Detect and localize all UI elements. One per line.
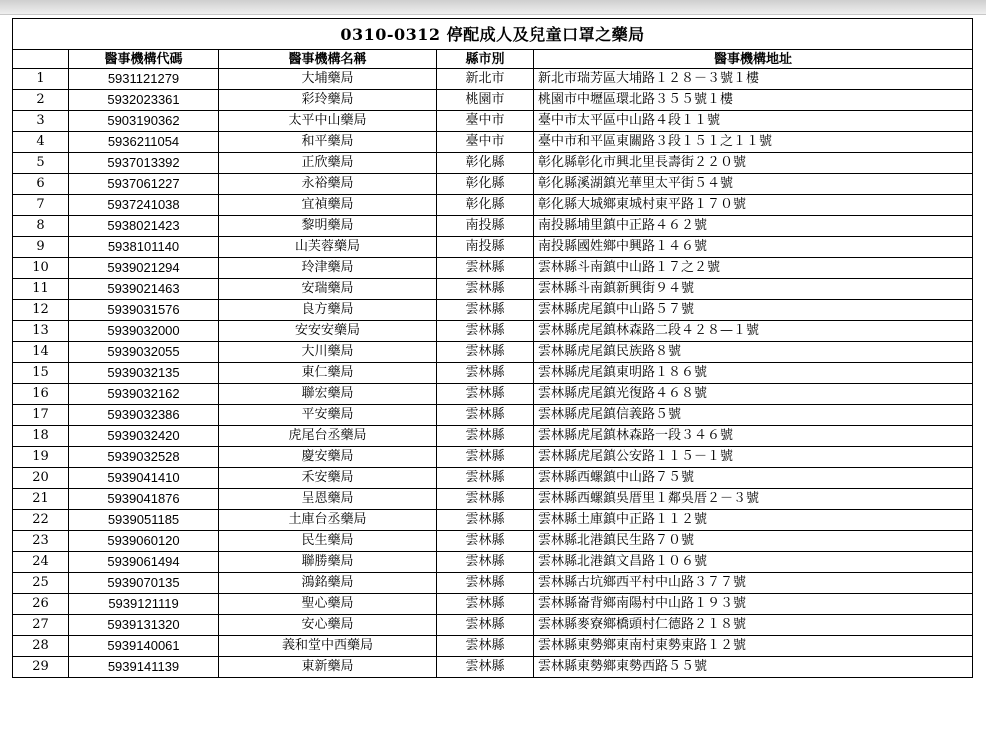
institution-name: 義和堂中西藥局: [219, 636, 437, 657]
table-row: [13, 363, 973, 384]
institution-name: 太平中山藥局: [219, 111, 437, 132]
row-number: 1: [13, 69, 69, 90]
city: 彰化縣: [437, 174, 534, 195]
address: 雲林縣斗南鎮新興街９４號: [534, 279, 973, 300]
address: 南投縣埔里鎮中正路４６２號: [534, 216, 973, 237]
table-row: [13, 300, 973, 321]
table-row: [13, 90, 973, 111]
header-code: 醫事機構代碼: [69, 50, 219, 69]
institution-code: 5939021294: [69, 258, 219, 279]
city: 臺中市: [437, 132, 534, 153]
row-number: 19: [13, 447, 69, 468]
institution-name: 宜禎藥局: [219, 195, 437, 216]
row-number: 26: [13, 594, 69, 615]
table-row: [13, 531, 973, 552]
row-number: 24: [13, 552, 69, 573]
row-number: 27: [13, 615, 69, 636]
institution-code: 5939032420: [69, 426, 219, 447]
city: 雲林縣: [437, 552, 534, 573]
city: 雲林縣: [437, 636, 534, 657]
address: 桃園市中壢區環北路３５５號１樓: [534, 90, 973, 111]
institution-code: 5937061227: [69, 174, 219, 195]
institution-name: 安心藥局: [219, 615, 437, 636]
city: 雲林縣: [437, 426, 534, 447]
table-row: [13, 405, 973, 426]
row-number: 17: [13, 405, 69, 426]
address: 雲林縣麥寮鄉橋頭村仁德路２１８號: [534, 615, 973, 636]
institution-name: 和平藥局: [219, 132, 437, 153]
city: 雲林縣: [437, 363, 534, 384]
address: 彰化縣大城鄉東城村東平路１７０號: [534, 195, 973, 216]
institution-name: 平安藥局: [219, 405, 437, 426]
table-row: [13, 195, 973, 216]
institution-name: 禾安藥局: [219, 468, 437, 489]
city: 南投縣: [437, 237, 534, 258]
row-number: 2: [13, 90, 69, 111]
city: 雲林縣: [437, 594, 534, 615]
city: 新北市: [437, 69, 534, 90]
address: 雲林縣西螺鎮吳厝里１鄰吳厝２－３號: [534, 489, 973, 510]
header-no: [13, 50, 69, 69]
header-address: 醫事機構地址: [534, 50, 973, 69]
row-number: 3: [13, 111, 69, 132]
address: 雲林縣虎尾鎮光復路４６８號: [534, 384, 973, 405]
city: 雲林縣: [437, 489, 534, 510]
city: 雲林縣: [437, 405, 534, 426]
row-number: 5: [13, 153, 69, 174]
institution-code: 5939121119: [69, 594, 219, 615]
table-row: [13, 636, 973, 657]
address: 雲林縣北港鎮民生路７０號: [534, 531, 973, 552]
table-row: [13, 342, 973, 363]
institution-code: 5939041410: [69, 468, 219, 489]
institution-code: 5939031576: [69, 300, 219, 321]
table-row: [13, 216, 973, 237]
row-number: 29: [13, 657, 69, 678]
table-row: [13, 552, 973, 573]
institution-name: 聯勝藥局: [219, 552, 437, 573]
table-row: [13, 615, 973, 636]
institution-code: 5932023361: [69, 90, 219, 111]
table-row: [13, 510, 973, 531]
viewer-toolbar: [0, 0, 986, 15]
row-number: 25: [13, 573, 69, 594]
institution-name: 安瑞藥局: [219, 279, 437, 300]
city: 桃園市: [437, 90, 534, 111]
institution-code: 5937241038: [69, 195, 219, 216]
row-number: 20: [13, 468, 69, 489]
institution-code: 5939061494: [69, 552, 219, 573]
institution-name: 民生藥局: [219, 531, 437, 552]
city: 雲林縣: [437, 615, 534, 636]
institution-code: 5939032386: [69, 405, 219, 426]
institution-name: 黎明藥局: [219, 216, 437, 237]
address: 雲林縣土庫鎮中正路１１２號: [534, 510, 973, 531]
institution-code: 5937013392: [69, 153, 219, 174]
address: 雲林縣西螺鎮中山路７５號: [534, 468, 973, 489]
institution-name: 東新藥局: [219, 657, 437, 678]
institution-code: 5939070135: [69, 573, 219, 594]
institution-name: 彩玲藥局: [219, 90, 437, 111]
institution-name: 安安安藥局: [219, 321, 437, 342]
institution-name: 良方藥局: [219, 300, 437, 321]
table-row: [13, 279, 973, 300]
address: 彰化縣溪湖鎮光華里太平街５４號: [534, 174, 973, 195]
row-number: 10: [13, 258, 69, 279]
table-row: [13, 111, 973, 132]
city: 雲林縣: [437, 447, 534, 468]
address: 雲林縣虎尾鎮信義路５號: [534, 405, 973, 426]
row-number: 18: [13, 426, 69, 447]
address: 雲林縣虎尾鎮東明路１８６號: [534, 363, 973, 384]
table-row: [13, 426, 973, 447]
header-row: [13, 50, 973, 69]
city: 雲林縣: [437, 321, 534, 342]
table-row: [13, 153, 973, 174]
address: 雲林縣東勢鄉東勢西路５５號: [534, 657, 973, 678]
table-row: [13, 258, 973, 279]
address: 雲林縣斗南鎮中山路１７之２號: [534, 258, 973, 279]
row-number: 8: [13, 216, 69, 237]
institution-code: 5939131320: [69, 615, 219, 636]
institution-code: 5931121279: [69, 69, 219, 90]
institution-code: 5939032000: [69, 321, 219, 342]
table-row: [13, 384, 973, 405]
city: 臺中市: [437, 111, 534, 132]
row-number: 21: [13, 489, 69, 510]
address: 雲林縣東勢鄉東南村東勢東路１２號: [534, 636, 973, 657]
address: 雲林縣北港鎮文昌路１０６號: [534, 552, 973, 573]
city: 雲林縣: [437, 657, 534, 678]
pharmacy-table: [12, 18, 973, 678]
institution-code: 5938101140: [69, 237, 219, 258]
institution-name: 東仁藥局: [219, 363, 437, 384]
institution-name: 虎尾台丞藥局: [219, 426, 437, 447]
table-row: [13, 468, 973, 489]
institution-code: 5939051185: [69, 510, 219, 531]
table-row: [13, 174, 973, 195]
address: 南投縣國姓鄉中興路１４６號: [534, 237, 973, 258]
address: 彰化縣彰化市興北里長壽街２２０號: [534, 153, 973, 174]
city: 雲林縣: [437, 258, 534, 279]
row-number: 9: [13, 237, 69, 258]
institution-name: 鴻銘藥局: [219, 573, 437, 594]
address: 雲林縣崙背鄉南陽村中山路１９３號: [534, 594, 973, 615]
row-number: 23: [13, 531, 69, 552]
city: 雲林縣: [437, 510, 534, 531]
address: 雲林縣虎尾鎮民族路８號: [534, 342, 973, 363]
address: 雲林縣虎尾鎮林森路二段４２８—１號: [534, 321, 973, 342]
city: 雲林縣: [437, 468, 534, 489]
header-name: 醫事機構名稱: [219, 50, 437, 69]
institution-name: 聖心藥局: [219, 594, 437, 615]
institution-name: 聯宏藥局: [219, 384, 437, 405]
table-row: [13, 573, 973, 594]
city: 雲林縣: [437, 342, 534, 363]
row-number: 12: [13, 300, 69, 321]
address: 新北市瑞芳區大埔路１２８－３號１樓: [534, 69, 973, 90]
institution-name: 玲津藥局: [219, 258, 437, 279]
address: 雲林縣古坑鄉西平村中山路３７７號: [534, 573, 973, 594]
institution-name: 慶安藥局: [219, 447, 437, 468]
institution-code: 5939060120: [69, 531, 219, 552]
row-number: 15: [13, 363, 69, 384]
row-number: 6: [13, 174, 69, 195]
city: 彰化縣: [437, 153, 534, 174]
institution-code: 5903190362: [69, 111, 219, 132]
institution-name: 大埔藥局: [219, 69, 437, 90]
table-title: 0310-0312 停配成人及兒童口罩之藥局: [13, 19, 973, 50]
city: 彰化縣: [437, 195, 534, 216]
row-number: 7: [13, 195, 69, 216]
address: 雲林縣虎尾鎮中山路５７號: [534, 300, 973, 321]
institution-code: 5939021463: [69, 279, 219, 300]
city: 雲林縣: [437, 573, 534, 594]
city: 雲林縣: [437, 531, 534, 552]
institution-code: 5939032528: [69, 447, 219, 468]
city: 南投縣: [437, 216, 534, 237]
row-number: 22: [13, 510, 69, 531]
table-row: [13, 69, 973, 90]
address: 臺中市和平區東關路３段１５１之１１號: [534, 132, 973, 153]
institution-code: 5939032055: [69, 342, 219, 363]
row-number: 16: [13, 384, 69, 405]
table-row: [13, 489, 973, 510]
table-row: [13, 237, 973, 258]
institution-code: 5939141139: [69, 657, 219, 678]
row-number: 28: [13, 636, 69, 657]
table-row: [13, 321, 973, 342]
header-city: 縣市別: [437, 50, 534, 69]
institution-name: 呈恩藥局: [219, 489, 437, 510]
address: 臺中市太平區中山路４段１１號: [534, 111, 973, 132]
row-number: 4: [13, 132, 69, 153]
address: 雲林縣虎尾鎮公安路１１５－１號: [534, 447, 973, 468]
document-sheet: [12, 18, 973, 678]
institution-code: 5938021423: [69, 216, 219, 237]
institution-code: 5939032162: [69, 384, 219, 405]
institution-name: 永裕藥局: [219, 174, 437, 195]
table-row: [13, 447, 973, 468]
institution-name: 大川藥局: [219, 342, 437, 363]
row-number: 14: [13, 342, 69, 363]
table-row: [13, 132, 973, 153]
table-row: [13, 594, 973, 615]
institution-code: 5936211054: [69, 132, 219, 153]
institution-code: 5939032135: [69, 363, 219, 384]
institution-name: 正欣藥局: [219, 153, 437, 174]
institution-code: 5939140061: [69, 636, 219, 657]
row-number: 13: [13, 321, 69, 342]
institution-name: 土庫台丞藥局: [219, 510, 437, 531]
institution-name: 山芙蓉藥局: [219, 237, 437, 258]
city: 雲林縣: [437, 300, 534, 321]
table-row: [13, 657, 973, 678]
address: 雲林縣虎尾鎮林森路一段３４６號: [534, 426, 973, 447]
institution-code: 5939041876: [69, 489, 219, 510]
city: 雲林縣: [437, 279, 534, 300]
city: 雲林縣: [437, 384, 534, 405]
row-number: 11: [13, 279, 69, 300]
